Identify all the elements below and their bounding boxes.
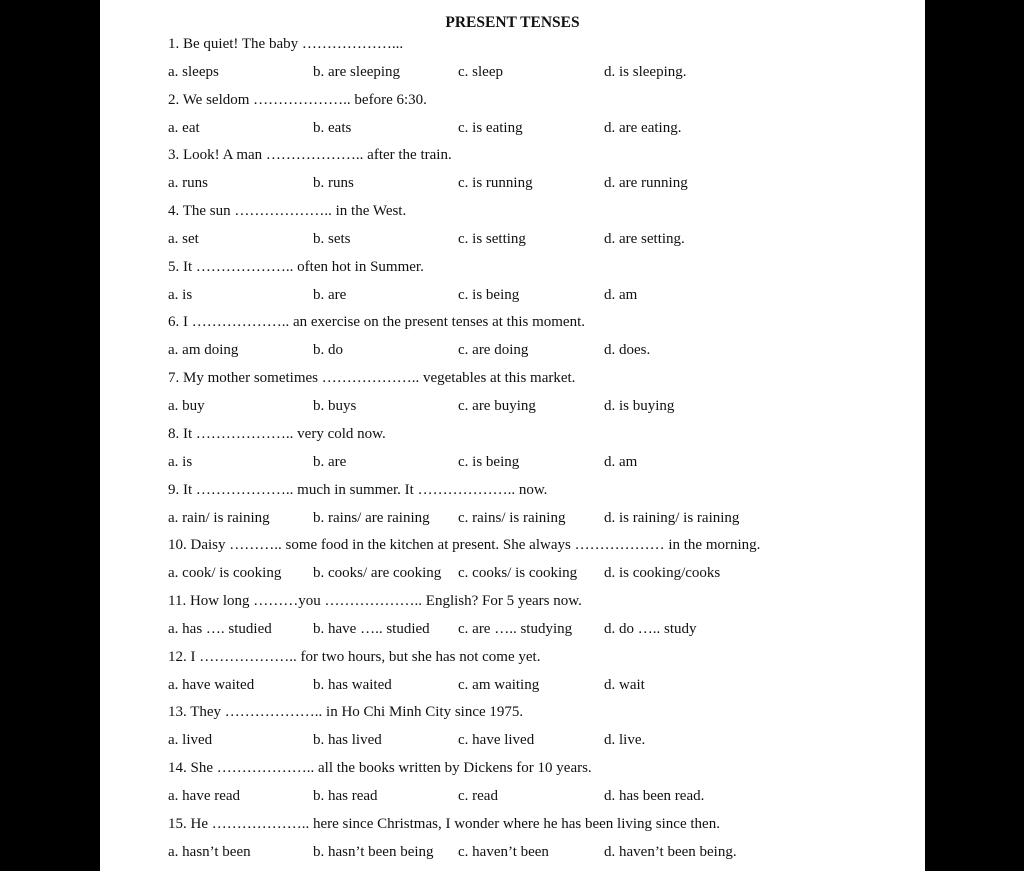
- answer-options: [168, 563, 908, 583]
- option-d[interactable]: d. is raining/ is raining: [604, 509, 740, 526]
- option-a[interactable]: a. lived: [168, 732, 213, 749]
- option-b[interactable]: b. has waited: [313, 676, 392, 693]
- question-text: 7. My mother sometimes ……………….. vegetables at this market.: [168, 370, 576, 387]
- question-text: 4. The sun ……………….. in the West.: [168, 203, 407, 220]
- answer-options: [168, 62, 908, 82]
- answer-options: [168, 452, 908, 472]
- option-c[interactable]: c. is eating: [458, 119, 523, 136]
- question-item: [168, 34, 918, 90]
- question-item: [168, 647, 918, 703]
- option-b[interactable]: b. sets: [313, 231, 351, 248]
- option-c[interactable]: c. are buying: [458, 398, 536, 415]
- option-c[interactable]: c. rains/ is raining: [458, 509, 566, 526]
- option-a[interactable]: a. am doing: [168, 342, 239, 359]
- question-list: [168, 34, 918, 869]
- question-text: 8. It ……………….. very cold now.: [168, 425, 386, 442]
- worksheet-page: [100, 0, 925, 871]
- option-c[interactable]: c. is being: [458, 453, 520, 470]
- option-d[interactable]: d. am: [604, 453, 638, 470]
- option-a[interactable]: a. sleeps: [168, 64, 219, 80]
- question-item: [168, 368, 918, 424]
- option-a[interactable]: a. runs: [168, 175, 208, 192]
- answer-options: [168, 675, 908, 695]
- question-text: 3. Look! A man ……………….. after the train.: [168, 147, 452, 164]
- question-text: 1. Be quiet! The baby ………………...: [168, 36, 404, 52]
- option-b[interactable]: b. do: [313, 342, 343, 359]
- option-c[interactable]: c. sleep: [458, 64, 503, 80]
- question-text: 14. She ……………….. all the books written by Dickens for 10 years.: [168, 759, 592, 776]
- question-item: [168, 758, 918, 814]
- question-item: [168, 480, 918, 536]
- option-b[interactable]: b. has lived: [313, 732, 382, 749]
- option-d[interactable]: d. is cooking/cooks: [604, 565, 721, 582]
- question-item: [168, 145, 918, 201]
- option-a[interactable]: a. eat: [168, 119, 200, 136]
- option-c[interactable]: c. read: [458, 787, 498, 804]
- option-c[interactable]: c. haven’t been: [458, 843, 549, 860]
- option-b[interactable]: b. are: [313, 453, 347, 470]
- answer-options: [168, 396, 908, 416]
- option-a[interactable]: a. is: [168, 453, 193, 470]
- question-text: 12. I ……………….. for two hours, but she has not come yet.: [168, 648, 541, 665]
- answer-options: [168, 786, 908, 806]
- question-text: 15. He ……………….. here since Christmas, I wonder where he has been living since then.: [168, 815, 720, 832]
- option-d[interactable]: d. wait: [604, 676, 645, 693]
- question-item: [168, 424, 918, 480]
- option-d[interactable]: d. are running: [604, 175, 688, 192]
- option-c[interactable]: c. is running: [458, 175, 533, 192]
- option-a[interactable]: a. has …. studied: [168, 620, 272, 637]
- question-text: 5. It ……………….. often hot in Summer.: [168, 258, 424, 275]
- option-a[interactable]: a. hasn’t been: [168, 843, 251, 860]
- option-d[interactable]: d. am: [604, 286, 638, 303]
- answer-options: [168, 508, 908, 528]
- option-b[interactable]: b. buys: [313, 398, 357, 415]
- option-a[interactable]: a. set: [168, 231, 199, 248]
- answer-options: [168, 229, 908, 249]
- option-c[interactable]: c. have lived: [458, 732, 535, 749]
- option-c[interactable]: c. is being: [458, 286, 520, 303]
- answer-options: [168, 619, 908, 639]
- option-d[interactable]: d. has been read.: [604, 787, 705, 804]
- option-b[interactable]: b. has read: [313, 787, 378, 804]
- page-title: PRESENT TENSES: [445, 14, 580, 31]
- question-item: [168, 90, 918, 146]
- option-a[interactable]: a. cook/ is cooking: [168, 565, 282, 582]
- option-a[interactable]: a. buy: [168, 398, 205, 415]
- option-d[interactable]: d. do ….. study: [604, 620, 697, 637]
- answer-options: [168, 173, 908, 193]
- option-a[interactable]: a. have waited: [168, 676, 255, 693]
- option-d[interactable]: d. haven’t been being.: [604, 843, 737, 860]
- question-item: [168, 702, 918, 758]
- option-c[interactable]: c. are ….. studying: [458, 620, 573, 637]
- option-c[interactable]: c. am waiting: [458, 676, 540, 693]
- question-item: [168, 591, 918, 647]
- option-b[interactable]: b. runs: [313, 175, 354, 192]
- option-b[interactable]: b. are sleeping: [313, 64, 401, 80]
- option-a[interactable]: a. have read: [168, 787, 241, 804]
- option-a[interactable]: a. is: [168, 286, 193, 303]
- option-b[interactable]: b. rains/ are raining: [313, 509, 430, 526]
- option-b[interactable]: b. hasn’t been being: [313, 843, 434, 860]
- question-item: [168, 535, 918, 591]
- question-item: [168, 312, 918, 368]
- option-d[interactable]: d. does.: [604, 342, 651, 359]
- option-b[interactable]: b. cooks/ are cooking: [313, 565, 442, 582]
- question-text: 9. It ……………….. much in summer. It ……………….. now.: [168, 481, 548, 498]
- answer-options: [168, 118, 908, 138]
- option-b[interactable]: b. have ….. studied: [313, 620, 430, 637]
- option-a[interactable]: a. rain/ is raining: [168, 509, 270, 526]
- question-text: 13. They ……………….. in Ho Chi Minh City since 1975.: [168, 704, 524, 721]
- answer-options: [168, 340, 908, 360]
- question-text: 10. Daisy ……….. some food in the kitchen at present. She always ……………… in the morning.: [168, 537, 761, 554]
- option-b[interactable]: b. are: [313, 286, 347, 303]
- option-d[interactable]: d. are eating.: [604, 119, 682, 136]
- question-item: [168, 814, 918, 870]
- question-item: [168, 201, 918, 257]
- question-text: 11. How long ………you ……………….. English? For 5 years now.: [168, 592, 582, 609]
- option-d[interactable]: d. are setting.: [604, 231, 685, 248]
- option-d[interactable]: d. is sleeping.: [604, 64, 687, 80]
- option-b[interactable]: b. eats: [313, 119, 352, 136]
- answer-options: [168, 285, 908, 305]
- question-text: 6. I ……………….. an exercise on the present tenses at this moment.: [168, 314, 585, 331]
- question-text: 2. We seldom ……………….. before 6:30.: [168, 91, 427, 108]
- option-c[interactable]: c. cooks/ is cooking: [458, 565, 578, 582]
- option-c[interactable]: c. are doing: [458, 342, 529, 359]
- question-item: [168, 257, 918, 313]
- option-d[interactable]: d. is buying: [604, 398, 675, 415]
- answer-options: [168, 842, 908, 862]
- answer-options: [168, 730, 908, 750]
- option-d[interactable]: d. live.: [604, 732, 646, 749]
- option-c[interactable]: c. is setting: [458, 231, 526, 248]
